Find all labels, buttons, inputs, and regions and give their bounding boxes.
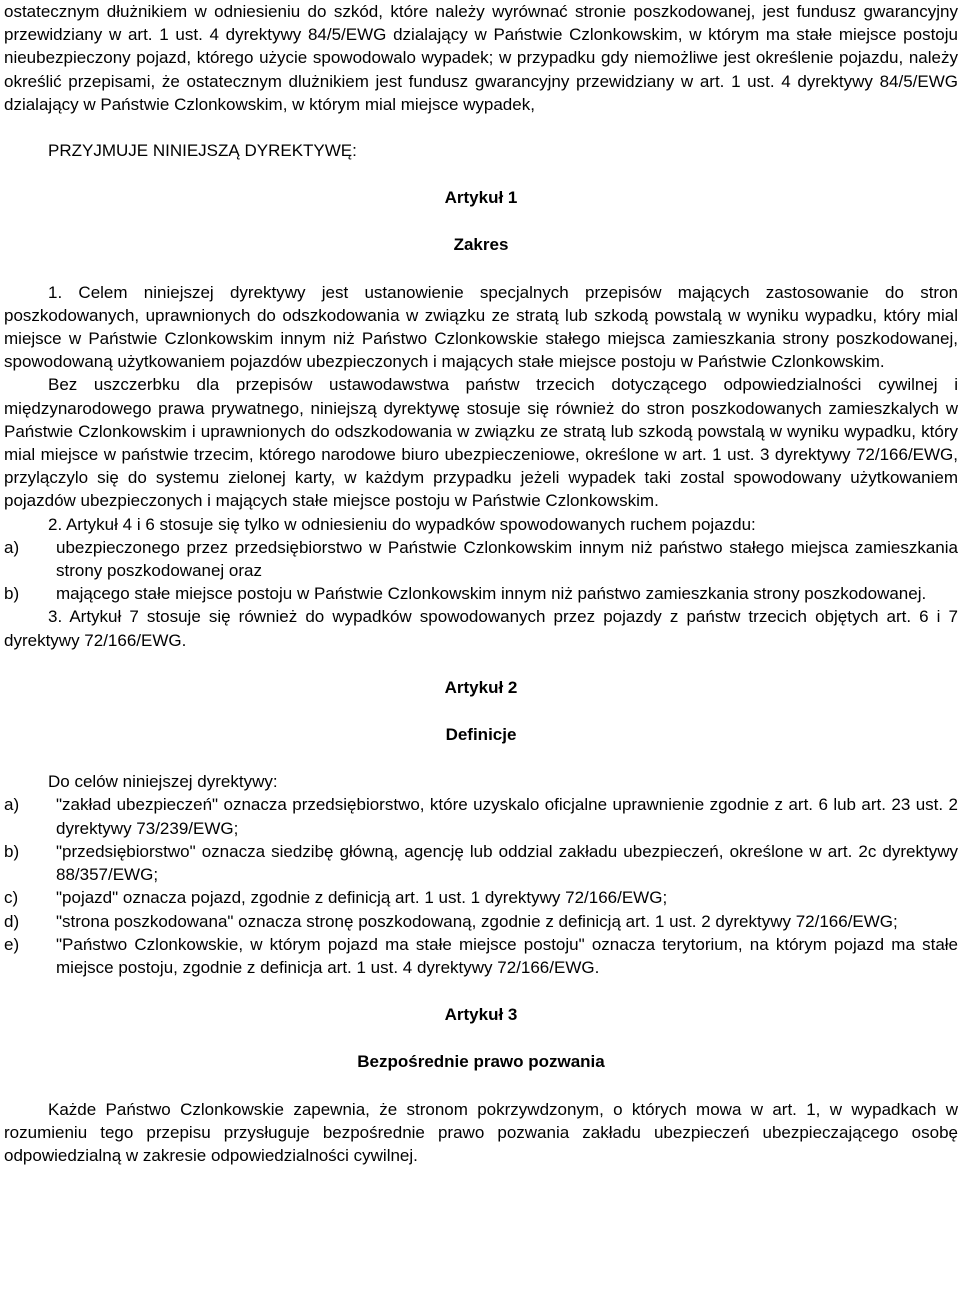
list-item (4, 536, 958, 582)
article3-title: Bezpośrednie prawo pozwania (357, 1052, 605, 1072)
list-item (4, 582, 958, 605)
list-text: "przedsiębiorstwo" oznacza siedzibę główną, agencję lub oddzial zakładu ubezpieczeń, określone w art. 2c dyrektywy 88/357/EWG; (56, 841, 958, 885)
article1-paragraph-2: Bez uszczerbku dla przepisów ustawodawstwa państw trzecich dotyczącego odpowiedzialności cywilnej i międzynarodowego prawa prywatnego, niniejszą dyrektywę stosuje się również do stron poszkodowanych zamieszkalych w Państwie Czlonkowskim i uprawnionych do odszkodowania w związku ze stratą lub szkodą powstalą w wyniku wypadku, który mial miejsce w państwie trzecim, którego narodowe biuro ubezpieczeniowe, określone w art. 1 ust. 3 dyrektywy 72/166/EWG, przylączylo się do systemu zielonej karty, w każdym przypadku jeżeli wypadek taki zostal spowodowany użytkowaniem pojazdów ubezpieczonych i mających stałe miejsce postoju w Państwie Czlonkowskim. (4, 375, 958, 511)
article1-paragraph-1: 1. Celem niniejszej dyrektywy jest ustanowienie specjalnych przepisów mających zastosowanie do stron poszkodowanych, uprawnionych do odszkodowania w związku ze stratą lub szkodą powstalą w wyniku wypadku, który mial miejsce w Państwie Czlonkowskim innym niż Państwo Czlonkowskie stałego miejsca zamieszkania strony poszkodowanej, spowodowaną użytkowaniem pojazdów ubezpieczonych i mających stałe miejsce postoju w Państwie Czlonkowskim. (4, 282, 958, 372)
list-item (4, 840, 958, 886)
list-text: "zakład ubezpieczeń" oznacza przedsiębiorstwo, które uzyskalo oficjalne uprawnienie zgodnie z art. 6 lub art. 23 ust. 2 dyrektywy 73/239/EWG; (56, 795, 958, 838)
list-text: ubezpieczonego przez przedsiębiorstwo w Państwie Czlonkowskim innym niż państwo stałego miejsca zamieszkania strony poszkodowanej oraz (56, 537, 958, 581)
article2-lead: Do celów niniejszej dyrektywy: (48, 772, 278, 792)
article1-title: Zakres (453, 235, 509, 255)
list-marker: b) (4, 584, 20, 604)
article3-paragraph-1: Każde Państwo Czlonkowskie zapewnia, że stronom pokrzywdzonym, o których mowa w art. 1, w wypadkach w rozumieniu tego przepisu przysługuje bezpośrednie prawo pozwania zakładu ubezpieczeń ubezpieczającego osobę odpowiedzialną w zakresie odpowiedzialności cywilnej. (4, 1099, 958, 1165)
list-marker: a) (4, 537, 20, 557)
intro-paragraph: ostatecznym dłużnikiem w odniesieniu do szkód, które należy wyrównać stronie poszkodowanej, jest fundusz gwarancyjny przewidziany w art. 1 ust. 4 dyrektywy 84/5/EWG dzialający w Państwie Czlonkowskim, w którym ma stałe miejsce postoju nieubezpieczony pojazd, którego użycie spowodowalo wypadek; w przypadku gdy niemożliwe jest określenie pojazdu, należy określić przepisami, że ostatecznym dlużnikiem jest fundusz gwarancyjny przewidziany w art. 1 ust. 4 dyrektywy 84/5/EWG dzialający w Państwie Czlonkowskim, w którym mial miejsce wypadek, (4, 2, 958, 114)
list-text: "Państwo Czlonkowskie, w którym pojazd ma stałe miejsce postoju" oznacza terytorium, na którym pojazd ma stałe miejsce postoju, zgodnie z definicja art. 1 ust. 4 dyrektywy 72/166/EWG. (56, 934, 958, 977)
list-marker: e) (4, 934, 20, 954)
list-marker: d) (4, 911, 20, 931)
article3-heading: Artykuł 3 (444, 1005, 518, 1025)
article2-heading: Artykuł 2 (444, 677, 518, 697)
article1-paragraph-4: 3. Artykuł 7 stosuje się również do wypadków spowodowanych przez pojazdy z państw trzecich objętych art. 6 i 7 dyrektywy 72/166/EWG. (4, 607, 958, 650)
list-item (4, 933, 958, 979)
list-item (4, 886, 958, 909)
list-item (4, 793, 958, 839)
list-marker: c) (4, 888, 19, 908)
article1-paragraph-3: 2. Artykuł 4 i 6 stosuje się tylko w odniesieniu do wypadków spowodowanych ruchem pojazdu: (48, 514, 756, 534)
article1-heading: Artykuł 1 (444, 188, 518, 208)
list-item (4, 910, 958, 933)
list-text: "strona poszkodowana" oznacza stronę poszkodowaną, zgodnie z definicją art. 1 ust. 2 dyrektywy 72/166/EWG; (56, 911, 898, 931)
article2-title: Definicje (445, 725, 517, 745)
list-text: mającego stałe miejsce postoju w Państwie Czlonkowskim innym niż państwo zamieszkania strony poszkodowanej. (56, 584, 927, 604)
list-marker: a) (4, 795, 20, 815)
list-marker: b) (4, 841, 20, 861)
list-text: "pojazd" oznacza pojazd, zgodnie z definicją art. 1 ust. 1 dyrektywy 72/166/EWG; (56, 888, 668, 908)
adopts-line: PRZYJMUJE NINIEJSZĄ DYREKTYWĘ: (48, 141, 357, 161)
document-page (4, 0, 958, 1167)
